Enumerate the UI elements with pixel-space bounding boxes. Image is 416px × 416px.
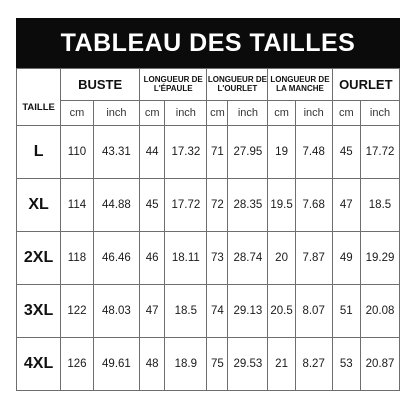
measurement-cell: 7.68 bbox=[295, 179, 332, 232]
measurement-cell: 7.48 bbox=[295, 126, 332, 179]
measurement-cell: 47 bbox=[332, 179, 360, 232]
measurement-cell: 17.32 bbox=[165, 126, 207, 179]
measurement-cell: 45 bbox=[140, 179, 165, 232]
measurement-cell: 18.11 bbox=[165, 232, 207, 285]
size-label: L bbox=[17, 126, 61, 179]
measurement-cell: 19.29 bbox=[360, 232, 399, 285]
size-label: XL bbox=[17, 179, 61, 232]
measurement-cell: 44 bbox=[140, 126, 165, 179]
measurement-cell: 44.88 bbox=[93, 179, 139, 232]
shoulder-length-header: LONGUEUR DE L'ÉPAULE bbox=[140, 69, 207, 101]
measurement-cell: 20 bbox=[268, 232, 295, 285]
unit-header-inch: inch bbox=[93, 101, 139, 126]
measurement-cell: 110 bbox=[61, 126, 94, 179]
size-label: 2XL bbox=[17, 232, 61, 285]
size-column-header: TAILLE bbox=[17, 69, 61, 126]
measurement-cell: 17.72 bbox=[165, 179, 207, 232]
measurement-cell: 8.27 bbox=[295, 338, 332, 391]
measurement-cell: 21 bbox=[268, 338, 295, 391]
hem-length-header: LONGUEUR DE L'OURLET bbox=[207, 69, 268, 101]
measurement-cell: 48.03 bbox=[93, 285, 139, 338]
measurement-cell: 122 bbox=[61, 285, 94, 338]
table-row bbox=[17, 126, 400, 179]
measurement-cell: 49 bbox=[332, 232, 360, 285]
measurement-cell: 53 bbox=[332, 338, 360, 391]
measurement-cell: 29.53 bbox=[228, 338, 268, 391]
measurement-cell: 114 bbox=[61, 179, 94, 232]
measurement-cell: 73 bbox=[207, 232, 228, 285]
measurement-cell: 20.87 bbox=[360, 338, 399, 391]
measurement-cell: 49.61 bbox=[93, 338, 139, 391]
measurement-cell: 28.74 bbox=[228, 232, 268, 285]
size-chart-table bbox=[16, 68, 400, 391]
size-label: 4XL bbox=[17, 338, 61, 391]
table-row bbox=[17, 285, 400, 338]
measurement-cell: 118 bbox=[61, 232, 94, 285]
measurement-cell: 74 bbox=[207, 285, 228, 338]
hem-header: OURLET bbox=[332, 69, 399, 101]
unit-header-cm: cm bbox=[61, 101, 94, 126]
unit-header-inch: inch bbox=[165, 101, 207, 126]
measurement-cell: 28.35 bbox=[228, 179, 268, 232]
table-row bbox=[17, 179, 400, 232]
measurement-cell: 71 bbox=[207, 126, 228, 179]
measurement-cell: 8.07 bbox=[295, 285, 332, 338]
measurement-cell: 43.31 bbox=[93, 126, 139, 179]
measurement-cell: 47 bbox=[140, 285, 165, 338]
measurement-cell: 126 bbox=[61, 338, 94, 391]
measurement-cell: 19.5 bbox=[268, 179, 295, 232]
measurement-cell: 45 bbox=[332, 126, 360, 179]
measurement-cell: 18.5 bbox=[360, 179, 399, 232]
measurement-cell: 19 bbox=[268, 126, 295, 179]
unit-header-cm: cm bbox=[207, 101, 228, 126]
table-row bbox=[17, 232, 400, 285]
unit-header-cm: cm bbox=[268, 101, 295, 126]
unit-header-cm: cm bbox=[332, 101, 360, 126]
measurement-cell: 46.46 bbox=[93, 232, 139, 285]
measurement-cell: 27.95 bbox=[228, 126, 268, 179]
unit-header-inch: inch bbox=[228, 101, 268, 126]
measurement-cell: 29.13 bbox=[228, 285, 268, 338]
header-group-row bbox=[17, 69, 400, 101]
measurement-cell: 7.87 bbox=[295, 232, 332, 285]
header-unit-row bbox=[17, 101, 400, 126]
unit-header-inch: inch bbox=[360, 101, 399, 126]
measurement-cell: 75 bbox=[207, 338, 228, 391]
table-row bbox=[17, 338, 400, 391]
measurement-cell: 18.5 bbox=[165, 285, 207, 338]
measurement-cell: 20.08 bbox=[360, 285, 399, 338]
measurement-cell: 51 bbox=[332, 285, 360, 338]
measurement-cell: 18.9 bbox=[165, 338, 207, 391]
measurement-cell: 72 bbox=[207, 179, 228, 232]
measurement-cell: 48 bbox=[140, 338, 165, 391]
measurement-cell: 20.5 bbox=[268, 285, 295, 338]
measurement-cell: 46 bbox=[140, 232, 165, 285]
page-title: TABLEAU DES TAILLES bbox=[16, 18, 400, 68]
measurement-cell: 17.72 bbox=[360, 126, 399, 179]
sleeve-length-header: LONGUEUR DE LA MANCHE bbox=[268, 69, 332, 101]
size-label: 3XL bbox=[17, 285, 61, 338]
unit-header-cm: cm bbox=[140, 101, 165, 126]
unit-header-inch: inch bbox=[295, 101, 332, 126]
bust-header: BUSTE bbox=[61, 69, 140, 101]
